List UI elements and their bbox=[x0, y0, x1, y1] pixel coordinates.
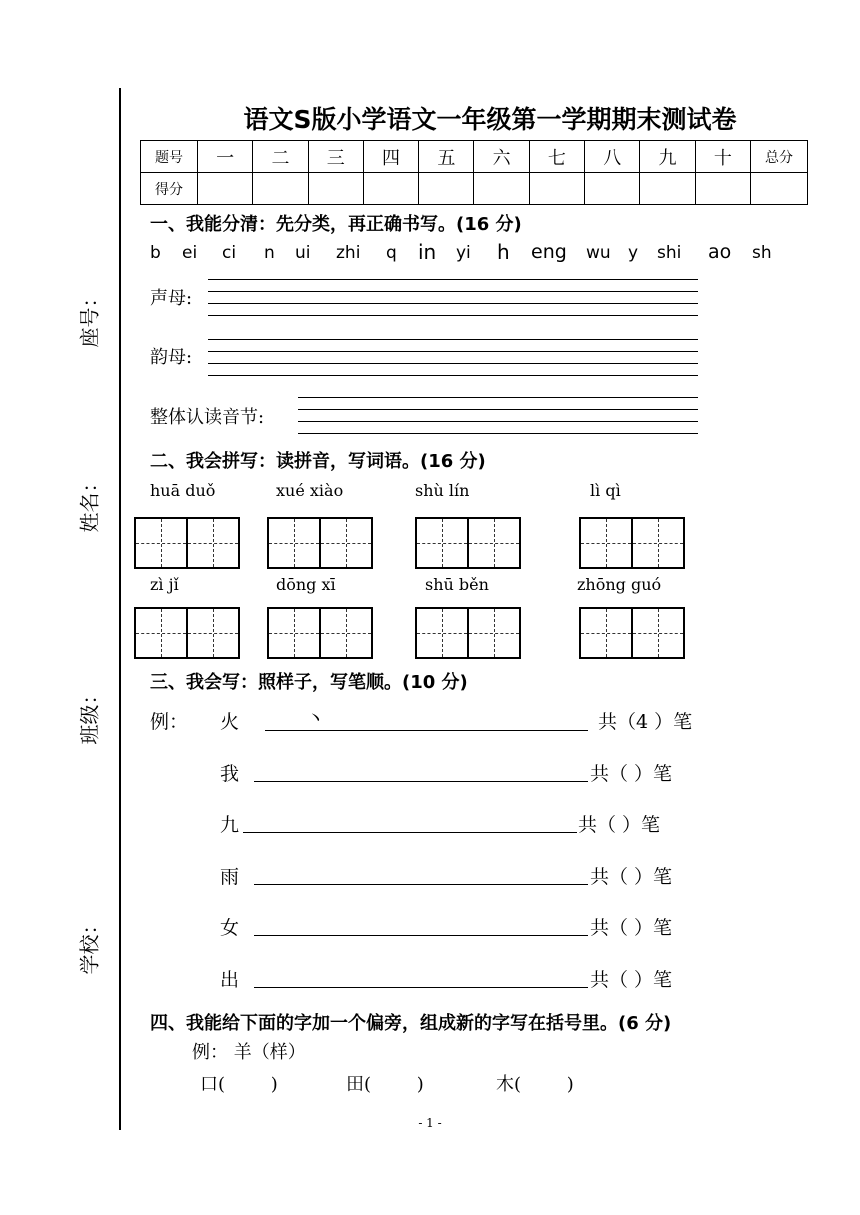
page-title: 语文S版小学语文一年级第一学期期末测试卷 bbox=[243, 105, 737, 134]
radical-example: 例： 羊（样） bbox=[192, 1042, 306, 1063]
class-label: 班级： bbox=[77, 684, 102, 745]
pinyin-item: zhi bbox=[336, 243, 361, 263]
score-table-header-cell: 四 bbox=[363, 141, 418, 173]
tianzige-box[interactable] bbox=[579, 517, 685, 569]
pinyin-word: dōng xī bbox=[276, 575, 336, 594]
stroke-line[interactable] bbox=[243, 832, 577, 833]
score-cell[interactable] bbox=[585, 173, 640, 205]
writing-line[interactable] bbox=[208, 375, 698, 376]
section-3-heading: 三、我会写：照样子，写笔顺。(10 分) bbox=[150, 672, 468, 693]
score-table-header-cell: 六 bbox=[474, 141, 529, 173]
tianzige-box[interactable] bbox=[267, 517, 373, 569]
writing-line[interactable] bbox=[208, 279, 698, 280]
score-cell[interactable] bbox=[695, 173, 750, 205]
stroke-line[interactable] bbox=[254, 987, 588, 988]
tianzige-box[interactable] bbox=[579, 607, 685, 659]
pinyin-item: q bbox=[386, 243, 397, 263]
writing-line[interactable] bbox=[298, 421, 698, 422]
tianzige-box[interactable] bbox=[134, 517, 240, 569]
stroke-char: 女 bbox=[220, 917, 240, 939]
score-cell[interactable] bbox=[308, 173, 363, 205]
stroke-total: 共（ ）笔 bbox=[578, 814, 661, 836]
score-cell[interactable] bbox=[751, 173, 808, 205]
name-label: 姓名： bbox=[77, 472, 102, 533]
radical-item[interactable]: 口( ) bbox=[200, 1074, 278, 1095]
tianzige-box[interactable] bbox=[415, 607, 521, 659]
stroke-char: 雨 bbox=[220, 866, 240, 888]
stroke-total: 共（ ）笔 bbox=[590, 969, 673, 991]
stroke-char: 我 bbox=[220, 763, 240, 785]
score-table-header-cell: 八 bbox=[585, 141, 640, 173]
pinyin-word: shù lín bbox=[415, 481, 470, 500]
section-2-heading: 二、我会拼写：读拼音，写词语。(16 分) bbox=[150, 451, 486, 472]
score-table-header-row bbox=[141, 141, 808, 173]
score-label: 得分 bbox=[141, 173, 198, 205]
score-cell[interactable] bbox=[474, 173, 529, 205]
writing-line[interactable] bbox=[208, 351, 698, 352]
score-table-header-cell: 题号 bbox=[141, 141, 198, 173]
pinyin-item: shi bbox=[657, 243, 682, 263]
stroke-line[interactable] bbox=[254, 884, 588, 885]
page-number: - 1 - bbox=[418, 1116, 442, 1130]
score-cell[interactable] bbox=[363, 173, 418, 205]
pinyin-word: zì jǐ bbox=[150, 575, 179, 594]
pinyin-item: wu bbox=[586, 243, 611, 263]
shengmu-label: 声母: bbox=[150, 288, 193, 309]
score-table-header-cell: 五 bbox=[419, 141, 474, 173]
score-table-header-cell: 一 bbox=[198, 141, 253, 173]
score-table-header-cell: 三 bbox=[308, 141, 363, 173]
pinyin-item: b bbox=[150, 243, 161, 263]
pinyin-item: eng bbox=[531, 241, 567, 263]
seat-number-label: 座号： bbox=[77, 287, 102, 348]
pinyin-item: y bbox=[628, 243, 639, 263]
pinyin-item: h bbox=[497, 240, 510, 264]
example-label: 例： bbox=[150, 711, 189, 733]
writing-line[interactable] bbox=[208, 303, 698, 304]
score-table-score-row bbox=[141, 173, 808, 205]
score-table-header-cell: 十 bbox=[695, 141, 750, 173]
stroke-total: 共（ ）笔 bbox=[590, 917, 673, 939]
score-cell[interactable] bbox=[198, 173, 253, 205]
tianzige-box[interactable] bbox=[134, 607, 240, 659]
school-label: 学校： bbox=[77, 914, 102, 975]
writing-line[interactable] bbox=[208, 339, 698, 340]
score-table-header-cell: 七 bbox=[529, 141, 584, 173]
score-cell[interactable] bbox=[419, 173, 474, 205]
score-table-header-cell: 九 bbox=[640, 141, 695, 173]
stroke-line[interactable] bbox=[254, 781, 588, 782]
score-cell[interactable] bbox=[253, 173, 308, 205]
writing-line[interactable] bbox=[208, 315, 698, 316]
pinyin-item: ei bbox=[182, 243, 198, 263]
stroke-line[interactable] bbox=[265, 730, 588, 731]
pinyin-word: xué xiào bbox=[276, 481, 344, 500]
example-stroke: 丶 bbox=[306, 708, 326, 730]
pinyin-item: ui bbox=[295, 243, 311, 263]
writing-line[interactable] bbox=[298, 433, 698, 434]
zhengti-label: 整体认读音节: bbox=[150, 407, 265, 428]
section-1-heading: 一、我能分清：先分类，再正确书写。(16 分) bbox=[150, 214, 522, 235]
radical-item[interactable]: 田( ) bbox=[346, 1074, 424, 1095]
pinyin-word: lì qì bbox=[590, 481, 621, 500]
stroke-total: 共（ ）笔 bbox=[590, 763, 673, 785]
pinyin-word: huā duǒ bbox=[150, 481, 216, 500]
stroke-char: 出 bbox=[220, 969, 240, 991]
example-char: 火 bbox=[220, 711, 240, 733]
pinyin-item: ao bbox=[708, 241, 732, 263]
score-table bbox=[140, 140, 808, 205]
writing-line[interactable] bbox=[298, 409, 698, 410]
score-cell[interactable] bbox=[529, 173, 584, 205]
section-4-heading: 四、我能给下面的字加一个偏旁，组成新的字写在括号里。(6 分) bbox=[150, 1013, 672, 1034]
pinyin-word: shū běn bbox=[425, 575, 489, 594]
score-table-header-cell: 总分 bbox=[751, 141, 808, 173]
pinyin-item: sh bbox=[752, 243, 772, 263]
pinyin-item: in bbox=[418, 240, 437, 264]
writing-line[interactable] bbox=[208, 363, 698, 364]
yunmu-label: 韵母: bbox=[150, 347, 193, 368]
score-table-header-cell: 二 bbox=[253, 141, 308, 173]
stroke-line[interactable] bbox=[254, 935, 588, 936]
writing-line[interactable] bbox=[208, 291, 698, 292]
tianzige-box[interactable] bbox=[415, 517, 521, 569]
stroke-char: 九 bbox=[220, 814, 240, 836]
example-total: 共（4 ）笔 bbox=[598, 711, 693, 733]
writing-line[interactable] bbox=[298, 397, 698, 398]
binding-line bbox=[119, 88, 121, 1130]
radical-item[interactable]: 木( ) bbox=[496, 1074, 574, 1095]
stroke-total: 共（ ）笔 bbox=[590, 866, 673, 888]
score-cell[interactable] bbox=[640, 173, 695, 205]
pinyin-word: zhōng guó bbox=[577, 575, 662, 594]
pinyin-item: ci bbox=[222, 243, 237, 263]
tianzige-box[interactable] bbox=[267, 607, 373, 659]
pinyin-item: n bbox=[264, 243, 275, 263]
pinyin-item: yi bbox=[456, 243, 471, 263]
